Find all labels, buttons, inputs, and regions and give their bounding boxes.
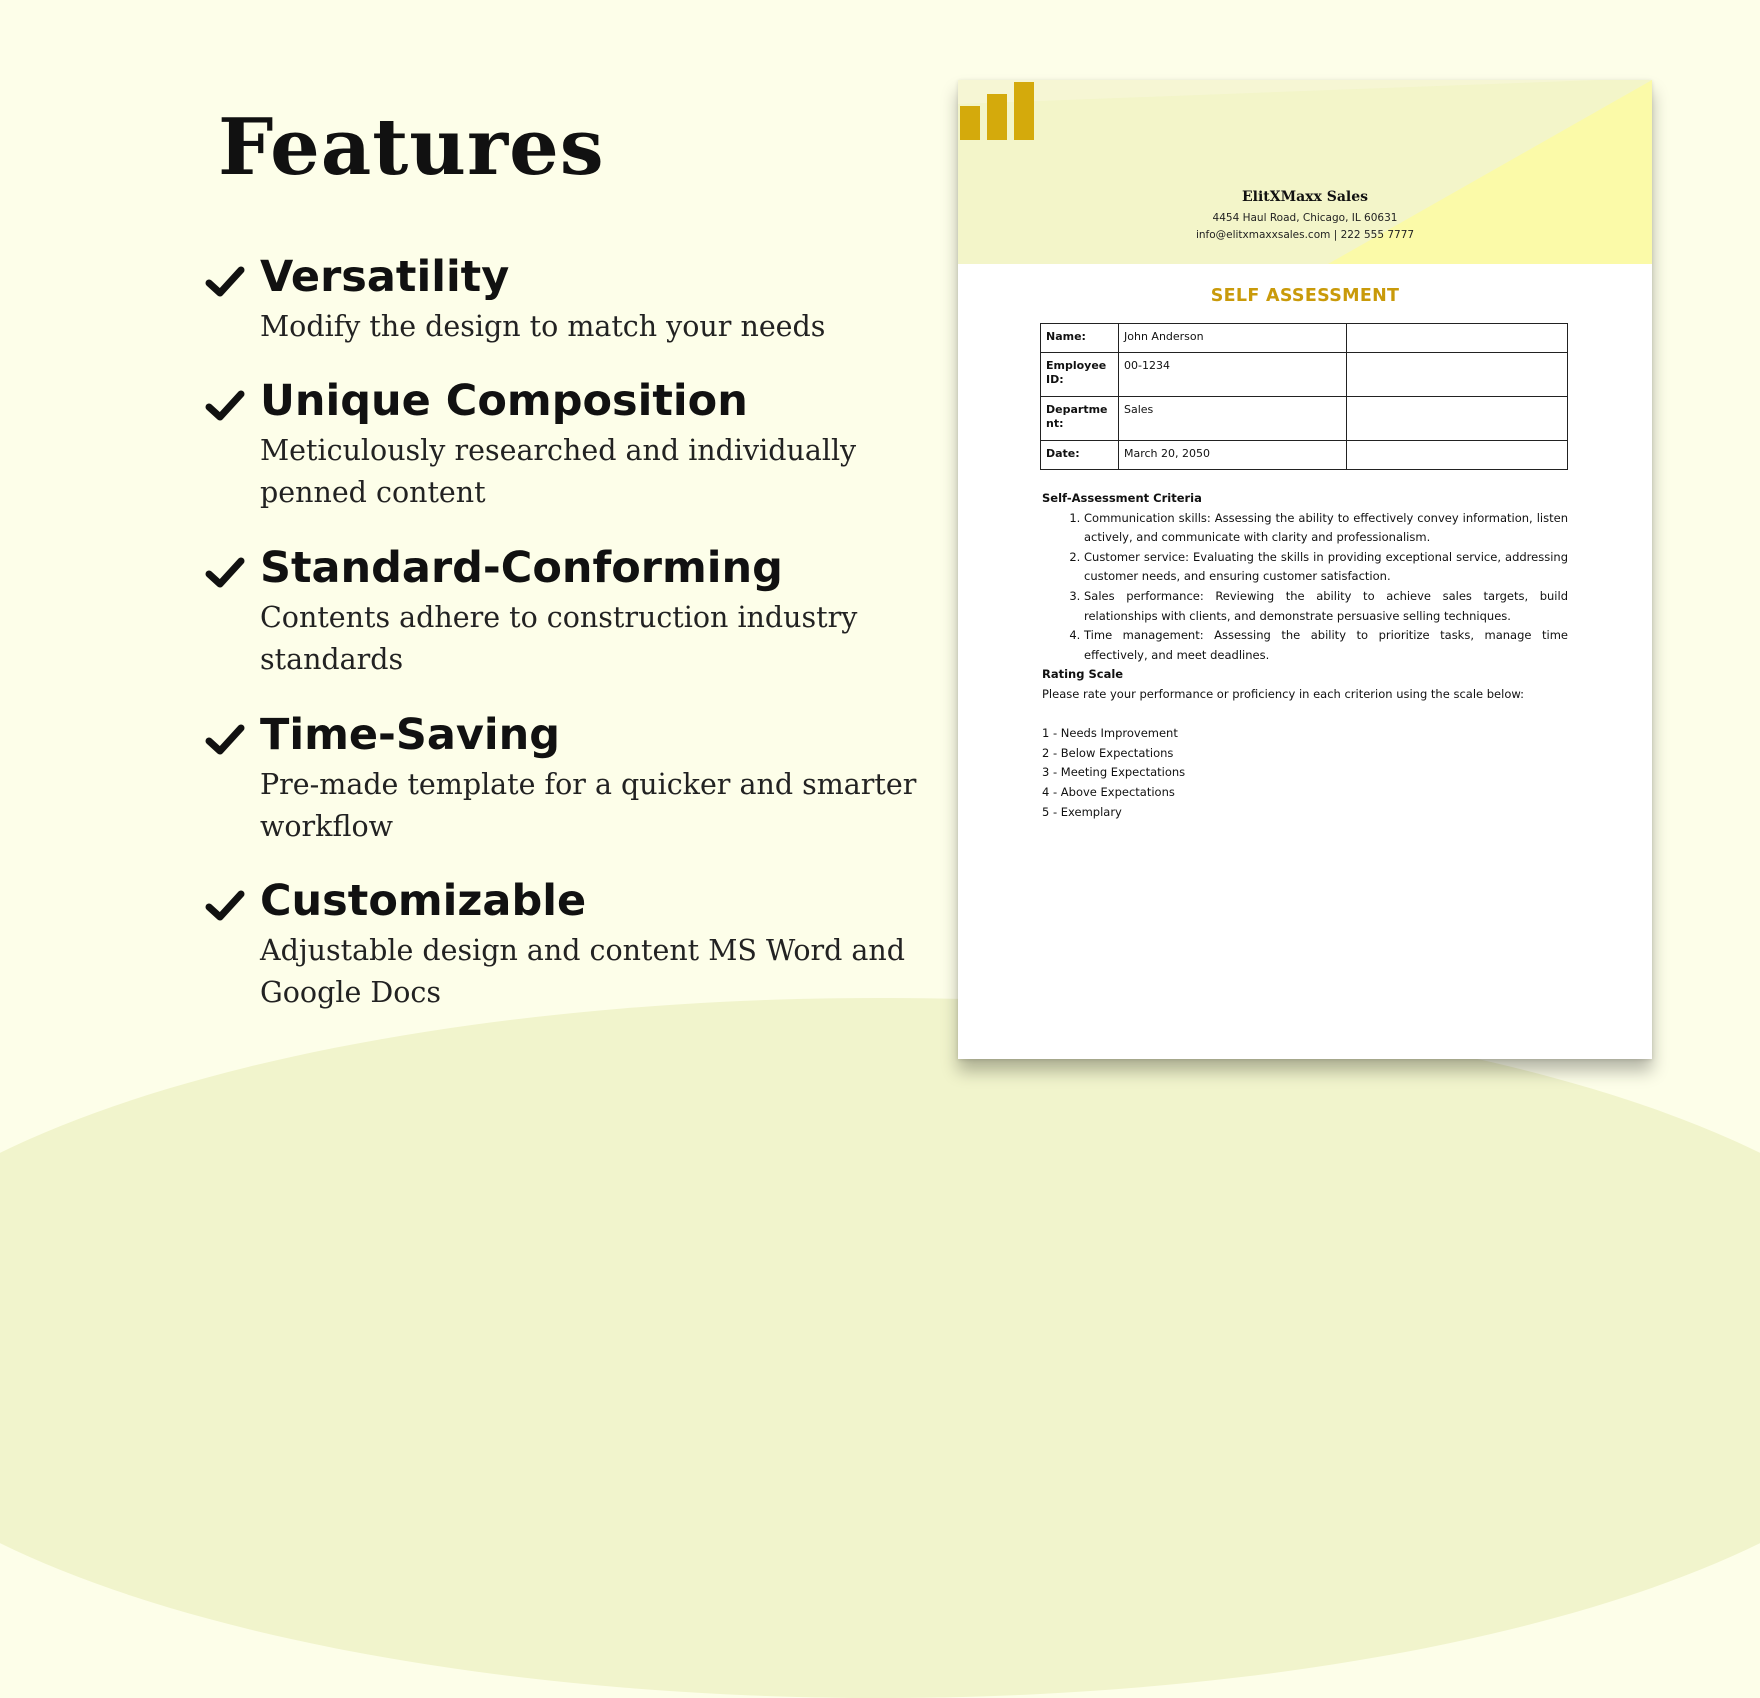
feature-description: Contents adhere to construction industry standards <box>260 601 858 676</box>
table-row <box>1041 397 1568 441</box>
list-item: 2. Customer service: Evaluating the skills in providing exceptional service, addressing customer needs, and ensuring customer satisfaction. <box>1084 548 1568 587</box>
check-icon <box>205 388 245 424</box>
field-extra <box>1347 441 1568 470</box>
feature-description: Modify the design to match your needs <box>260 310 826 343</box>
feature-description: Pre-made template for a quicker and smarter workflow <box>260 768 917 843</box>
field-value: Sales <box>1119 397 1347 441</box>
feature-title: Standard-Conforming <box>260 543 783 593</box>
company-contact: info@elitxmaxxsales.com | 222 555 7777 <box>1195 229 1415 241</box>
table-row <box>1041 324 1568 353</box>
list-item: 3. Sales performance: Reviewing the ability to achieve sales targets, build relationships with clients, and demonstrate persuasive selling techniques. <box>1084 587 1568 626</box>
field-label: Employee ID: <box>1041 353 1119 397</box>
list-item: 1 - Needs Improvement <box>1042 726 1178 741</box>
field-value: March 20, 2050 <box>1119 441 1347 470</box>
field-value: John Anderson <box>1119 324 1347 353</box>
rating-heading: Rating Scale <box>1042 667 1124 682</box>
check-icon <box>205 722 245 758</box>
field-label: Name: <box>1041 324 1119 353</box>
table-row <box>1041 441 1568 470</box>
rating-intro: Please rate your performance or proficiency in each criterion using the scale below: <box>1042 686 1525 701</box>
feature-description: Adjustable design and content MS Word and Google Docs <box>260 934 905 1009</box>
features-panel <box>0 0 940 1140</box>
field-extra <box>1347 324 1568 353</box>
document-title: SELF ASSESSMENT <box>1210 286 1400 306</box>
document-preview <box>958 80 1652 1059</box>
feature-description: Meticulously researched and individually penned content <box>260 434 857 509</box>
check-icon <box>205 888 245 924</box>
check-icon <box>205 555 245 591</box>
check-icon <box>205 264 245 300</box>
field-label: Date: <box>1041 441 1119 470</box>
employee-info-table <box>1040 323 1568 470</box>
company-address: 4454 Haul Road, Chicago, IL 60631 <box>1212 212 1398 224</box>
criteria-list <box>1042 509 1568 666</box>
rating-scale-list <box>1042 724 1568 822</box>
list-item: 4 - Above Expectations <box>1042 784 1175 799</box>
document-header <box>958 80 1652 264</box>
list-item: 1. Communication skills: Assessing the ability to effectively convey information, listen actively, and communicate with clarity and professionalism. <box>1084 509 1568 548</box>
bar-chart-logo-icon <box>958 80 1038 140</box>
list-item: 3 - Meeting Expectations <box>1042 765 1186 780</box>
document-body <box>1042 489 1568 822</box>
feature-title: Customizable <box>260 876 587 926</box>
list-item: 4. Time management: Assessing the ability to prioritize tasks, manage time effectively, and meet deadlines. <box>1084 626 1568 665</box>
list-item: 2 - Below Expectations <box>1042 745 1174 760</box>
feature-title: Time-Saving <box>260 710 561 760</box>
criteria-heading: Self-Assessment Criteria <box>1042 491 1202 505</box>
features-heading: Features <box>218 102 605 193</box>
company-name: ElitXMaxx Sales <box>1241 189 1369 205</box>
table-row <box>1041 353 1568 397</box>
feature-title: Versatility <box>260 252 510 302</box>
field-extra <box>1347 353 1568 397</box>
field-extra <box>1347 397 1568 441</box>
feature-title: Unique Composition <box>260 376 748 426</box>
field-value: 00-1234 <box>1119 353 1347 397</box>
field-label: Departme nt: <box>1041 397 1119 441</box>
list-item: 5 - Exemplary <box>1042 804 1122 819</box>
